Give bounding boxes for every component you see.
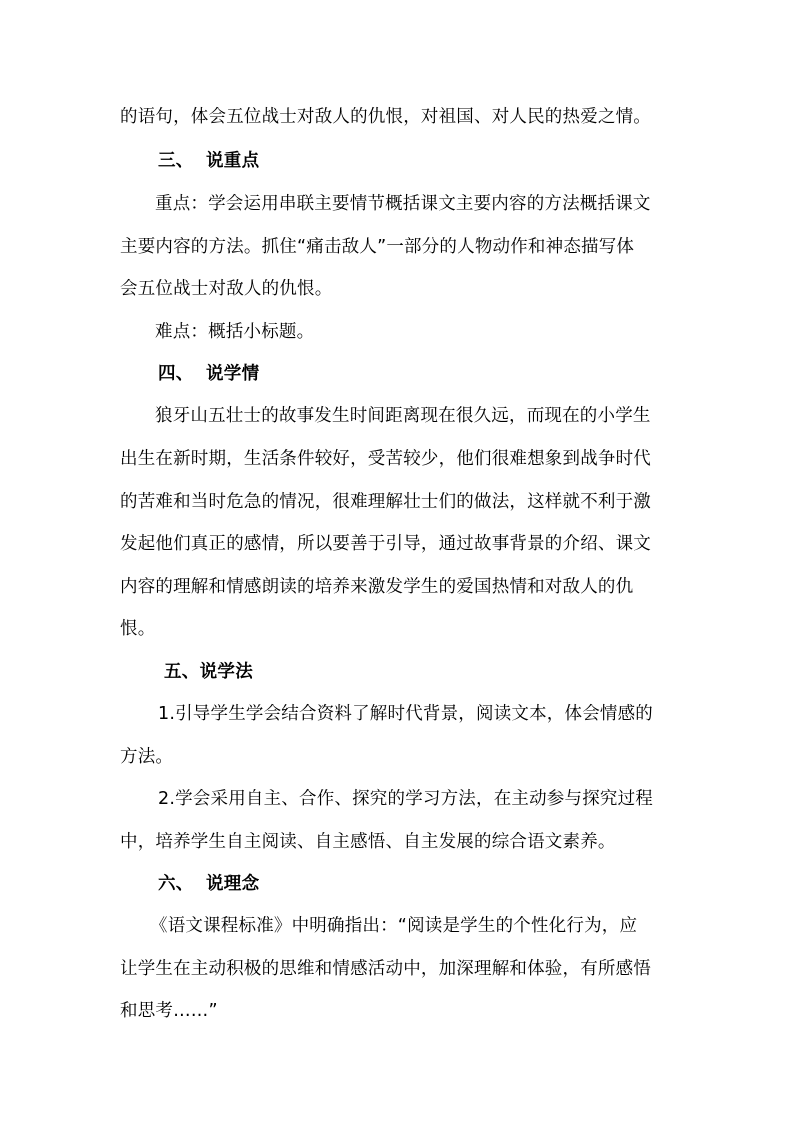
paragraph-line: 恨。 — [120, 619, 156, 639]
section-heading-key-points — [158, 150, 259, 172]
heading-title: 说重点 — [206, 151, 260, 171]
paragraph-line: 2.学会采用自主、合作、探究的学习方法，在主动参与探究过程 — [158, 789, 653, 809]
paragraph-line: 1.引导学生学会结合资料了解时代背景，阅读文本，体会情感的 — [158, 704, 653, 724]
heading-number: 五、 — [164, 662, 200, 682]
paragraph-line: 中，培养学生自主阅读、自主感悟、自主发展的综合语文素养。 — [120, 832, 616, 852]
paragraph-line: 发起他们真正的感情，所以要善于引导，通过故事背景的介绍、课文 — [120, 534, 651, 554]
section-heading-philosophy — [158, 873, 259, 895]
paragraph-line: 和思考……” — [120, 1001, 218, 1021]
heading-title: 说学法 — [199, 662, 254, 682]
paragraph-line: 难点：概括小标题。 — [155, 322, 315, 342]
heading-number: 三、 — [158, 151, 194, 171]
section-heading-learning-methods — [164, 661, 253, 683]
heading-title: 说学情 — [206, 364, 260, 384]
paragraph-line: 主要内容的方法。抓住“痛击敌人”一部分的人物动作和神态描写体 — [120, 237, 635, 257]
heading-number: 六、 — [158, 874, 194, 894]
paragraph-line: 《语文课程标准》中明确指出：“阅读是学生的个性化行为，应 — [150, 916, 638, 936]
paragraph-line: 让学生在主动积极的思维和情感活动中，加深理解和体验，有所感悟 — [120, 959, 651, 979]
section-heading-learner-analysis — [158, 363, 259, 385]
paragraph-line: 内容的理解和情感朗读的培养来激发学生的爱国热情和对敌人的仇 — [120, 577, 634, 597]
heading-number: 四、 — [158, 364, 194, 384]
paragraph-line: 会五位战士对敌人的仇恨。 — [120, 279, 333, 299]
paragraph-line: 方法。 — [120, 747, 174, 767]
paragraph-line: 的苦难和当时危急的情况，很难理解壮士们的做法，这样就不利于激 — [120, 492, 651, 512]
heading-title: 说理念 — [206, 874, 260, 894]
paragraph-line: 出生在新时期，生活条件较好，受苦较少，他们很难想象到战争时代 — [120, 449, 651, 469]
paragraph-line: 狼牙山五壮士的故事发生时间距离现在很久远，而现在的小学生 — [155, 406, 651, 426]
paragraph-line: 的语句，体会五位战士对敌人的仇恨，对祖国、对人民的热爱之情。 — [120, 107, 651, 127]
paragraph-line: 重点：学会运用串联主要情节概括课文主要内容的方法概括课文 — [155, 194, 651, 214]
